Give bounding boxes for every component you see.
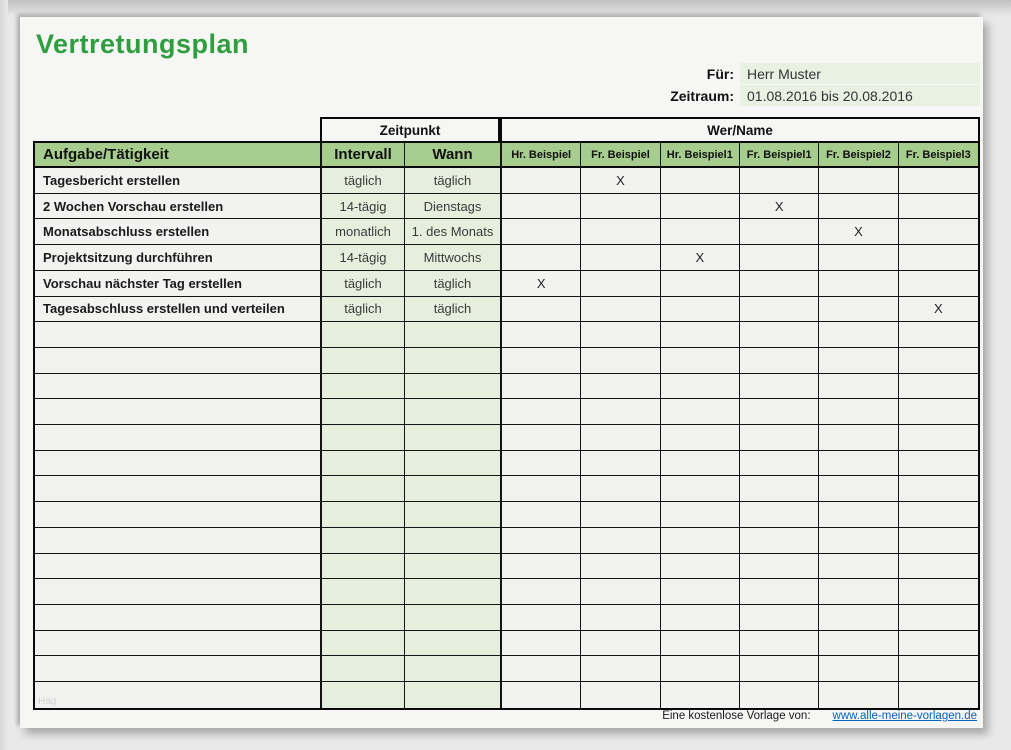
- cell-mark-1[interactable]: [502, 502, 581, 528]
- cell-mark-3[interactable]: [661, 322, 740, 348]
- cell-interval[interactable]: 14-tägig: [322, 194, 405, 220]
- table-row: [35, 194, 978, 220]
- cell-mark-1[interactable]: [502, 374, 581, 400]
- cell-mark-2[interactable]: X: [581, 168, 660, 194]
- cell-mark-5[interactable]: [819, 528, 898, 554]
- cell-when[interactable]: [405, 374, 502, 400]
- cell-mark-2[interactable]: [581, 502, 660, 528]
- cell-mark-1[interactable]: [502, 399, 581, 425]
- cell-mark-2[interactable]: [581, 399, 660, 425]
- column-header-task: Aufgabe/Tätigkeit: [35, 143, 322, 168]
- watermark-text: Hag: [38, 696, 57, 707]
- cell-mark-1[interactable]: [502, 682, 581, 708]
- cell-task[interactable]: [35, 399, 322, 425]
- cell-task[interactable]: [35, 605, 322, 631]
- table-row-empty: [35, 605, 978, 631]
- cell-mark-3[interactable]: [661, 194, 740, 220]
- cell-mark-1[interactable]: [502, 322, 581, 348]
- table-row: [35, 219, 978, 245]
- group-header-spacer: [33, 117, 320, 141]
- cell-mark-3[interactable]: [661, 682, 740, 708]
- cell-task[interactable]: [35, 322, 322, 348]
- cell-mark-4[interactable]: [740, 476, 819, 502]
- cell-task[interactable]: Monatsabschluss erstellen: [35, 219, 322, 245]
- cell-task[interactable]: [35, 554, 322, 580]
- cell-mark-2[interactable]: [581, 425, 660, 451]
- meta-row-period: [580, 85, 980, 106]
- cell-mark-2[interactable]: [581, 194, 660, 220]
- cell-mark-2[interactable]: [581, 297, 660, 323]
- cell-mark-3[interactable]: [661, 476, 740, 502]
- cell-mark-4[interactable]: [740, 682, 819, 708]
- cell-when[interactable]: Mittwochs: [405, 245, 502, 271]
- cell-mark-5[interactable]: [819, 322, 898, 348]
- cell-mark-4[interactable]: [740, 502, 819, 528]
- cell-mark-3[interactable]: [661, 219, 740, 245]
- cell-mark-2[interactable]: [581, 322, 660, 348]
- plan-table: [33, 117, 980, 710]
- cell-mark-4[interactable]: [740, 425, 819, 451]
- cell-when[interactable]: [405, 605, 502, 631]
- cell-mark-4[interactable]: [740, 554, 819, 580]
- meta-block: [580, 63, 980, 107]
- cell-mark-1[interactable]: [502, 476, 581, 502]
- cell-task[interactable]: [35, 631, 322, 657]
- table-row-empty: [35, 374, 978, 400]
- cell-when[interactable]: [405, 476, 502, 502]
- window-frame-top: [0, 0, 1011, 16]
- cell-interval[interactable]: [322, 322, 405, 348]
- cell-mark-4[interactable]: [740, 656, 819, 682]
- cell-mark-1[interactable]: [502, 656, 581, 682]
- cell-mark-6[interactable]: [899, 219, 978, 245]
- cell-when[interactable]: [405, 322, 502, 348]
- cell-mark-4[interactable]: [740, 528, 819, 554]
- spreadsheet-page: [20, 17, 983, 728]
- cell-when[interactable]: [405, 502, 502, 528]
- cell-task[interactable]: [35, 579, 322, 605]
- cell-mark-3[interactable]: [661, 374, 740, 400]
- table-row: [35, 271, 978, 297]
- cell-mark-2[interactable]: [581, 528, 660, 554]
- cell-mark-4[interactable]: [740, 168, 819, 194]
- cell-when[interactable]: [405, 348, 502, 374]
- cell-interval[interactable]: [322, 682, 405, 708]
- cell-mark-2[interactable]: [581, 245, 660, 271]
- cell-interval[interactable]: 14-tägig: [322, 245, 405, 271]
- cell-mark-3[interactable]: [661, 168, 740, 194]
- cell-when[interactable]: täglich: [405, 271, 502, 297]
- cell-interval[interactable]: täglich: [322, 168, 405, 194]
- column-header-person-3: Hr. Beispiel1: [661, 143, 740, 168]
- cell-mark-2[interactable]: [581, 219, 660, 245]
- cell-mark-1[interactable]: [502, 297, 581, 323]
- cell-mark-5[interactable]: X: [819, 219, 898, 245]
- cell-mark-2[interactable]: [581, 682, 660, 708]
- column-header-interval: Intervall: [322, 143, 405, 168]
- table-row-empty: [35, 425, 978, 451]
- column-header-person-6: Fr. Beispiel3: [899, 143, 978, 168]
- footer-link[interactable]: www.alle-meine-vorlagen.de: [832, 710, 977, 722]
- cell-task[interactable]: Tagesbericht erstellen: [35, 168, 322, 194]
- cell-mark-6[interactable]: [899, 476, 978, 502]
- cell-task[interactable]: [35, 656, 322, 682]
- cell-mark-6[interactable]: [899, 682, 978, 708]
- cell-mark-4[interactable]: X: [740, 194, 819, 220]
- cell-mark-6[interactable]: [899, 502, 978, 528]
- cell-mark-6[interactable]: [899, 631, 978, 657]
- cell-mark-5[interactable]: [819, 399, 898, 425]
- cell-mark-6[interactable]: [899, 168, 978, 194]
- cell-mark-1[interactable]: [502, 579, 581, 605]
- cell-mark-6[interactable]: [899, 605, 978, 631]
- cell-mark-4[interactable]: [740, 219, 819, 245]
- cell-mark-2[interactable]: [581, 374, 660, 400]
- cell-mark-6[interactable]: [899, 271, 978, 297]
- cell-when[interactable]: [405, 425, 502, 451]
- cell-task[interactable]: [35, 502, 322, 528]
- cell-mark-2[interactable]: [581, 451, 660, 477]
- group-header-wer-name: Wer/Name: [500, 117, 980, 141]
- cell-interval[interactable]: [322, 502, 405, 528]
- cell-mark-2[interactable]: [581, 656, 660, 682]
- cell-mark-3[interactable]: [661, 399, 740, 425]
- cell-mark-2[interactable]: [581, 271, 660, 297]
- table-row-empty: [35, 476, 978, 502]
- for-label: Für:: [706, 65, 734, 82]
- cell-when[interactable]: [405, 579, 502, 605]
- cell-interval[interactable]: [322, 656, 405, 682]
- cell-mark-6[interactable]: [899, 528, 978, 554]
- cell-mark-5[interactable]: [819, 374, 898, 400]
- cell-mark-3[interactable]: [661, 297, 740, 323]
- cell-task[interactable]: [35, 451, 322, 477]
- cell-when[interactable]: [405, 451, 502, 477]
- cell-mark-5[interactable]: [819, 245, 898, 271]
- cell-interval[interactable]: [322, 451, 405, 477]
- column-header-person-2: Fr. Beispiel: [581, 143, 660, 168]
- footer-note: Eine kostenlose Vorlage von:: [662, 710, 811, 722]
- table-row-empty: [35, 579, 978, 605]
- cell-when[interactable]: täglich: [405, 297, 502, 323]
- cell-mark-6[interactable]: [899, 451, 978, 477]
- table-row: [35, 168, 978, 194]
- cell-mark-5[interactable]: [819, 168, 898, 194]
- cell-task[interactable]: Vorschau nächster Tag erstellen: [35, 271, 322, 297]
- table-row: [35, 245, 978, 271]
- cell-task[interactable]: Tagesabschluss erstellen und verteilen: [35, 297, 322, 323]
- cell-mark-6[interactable]: [899, 554, 978, 580]
- cell-task[interactable]: [35, 348, 322, 374]
- table-row-empty: [35, 656, 978, 682]
- cell-mark-5[interactable]: [819, 476, 898, 502]
- footer: [662, 710, 977, 722]
- cell-interval[interactable]: [322, 605, 405, 631]
- cell-when[interactable]: täglich: [405, 168, 502, 194]
- cell-mark-1[interactable]: [502, 605, 581, 631]
- cell-task[interactable]: 2 Wochen Vorschau erstellen: [35, 194, 322, 220]
- table-row-empty: [35, 348, 978, 374]
- cell-mark-4[interactable]: [740, 399, 819, 425]
- cell-mark-4[interactable]: [740, 348, 819, 374]
- table-row-empty: [35, 682, 978, 708]
- cell-mark-5[interactable]: [819, 194, 898, 220]
- cell-interval[interactable]: [322, 579, 405, 605]
- cell-mark-5[interactable]: [819, 425, 898, 451]
- cell-when[interactable]: 1. des Monats: [405, 219, 502, 245]
- cell-mark-2[interactable]: [581, 605, 660, 631]
- cell-mark-5[interactable]: [819, 502, 898, 528]
- cell-mark-2[interactable]: [581, 554, 660, 580]
- cell-mark-4[interactable]: [740, 322, 819, 348]
- column-header-row: [35, 143, 978, 168]
- cell-interval[interactable]: täglich: [322, 271, 405, 297]
- cell-interval[interactable]: [322, 528, 405, 554]
- table-row-empty: [35, 631, 978, 657]
- cell-mark-2[interactable]: [581, 476, 660, 502]
- group-header-zeitpunkt: Zeitpunkt: [320, 117, 500, 141]
- cell-mark-2[interactable]: [581, 631, 660, 657]
- cell-mark-5[interactable]: [819, 348, 898, 374]
- cell-task[interactable]: Projektsitzung durchführen: [35, 245, 322, 271]
- cell-mark-4[interactable]: [740, 297, 819, 323]
- cell-when[interactable]: Dienstags: [405, 194, 502, 220]
- cell-interval[interactable]: [322, 554, 405, 580]
- column-header-when: Wann: [405, 143, 502, 168]
- cell-when[interactable]: [405, 656, 502, 682]
- cell-mark-1[interactable]: [502, 554, 581, 580]
- table-row-empty: [35, 322, 978, 348]
- cell-mark-1[interactable]: [502, 219, 581, 245]
- table-row-empty: [35, 502, 978, 528]
- cell-mark-4[interactable]: [740, 579, 819, 605]
- period-label: Zeitraum:: [670, 87, 734, 104]
- cell-mark-5[interactable]: [819, 605, 898, 631]
- cell-mark-6[interactable]: [899, 374, 978, 400]
- table-row-empty: [35, 528, 978, 554]
- cell-mark-3[interactable]: [661, 554, 740, 580]
- cell-task[interactable]: [35, 425, 322, 451]
- cell-interval[interactable]: [322, 476, 405, 502]
- cell-task[interactable]: [35, 528, 322, 554]
- cell-interval[interactable]: [322, 348, 405, 374]
- cell-mark-5[interactable]: [819, 297, 898, 323]
- cell-mark-2[interactable]: [581, 348, 660, 374]
- cell-interval[interactable]: [322, 399, 405, 425]
- column-header-person-5: Fr. Beispiel2: [819, 143, 898, 168]
- cell-mark-1[interactable]: X: [502, 271, 581, 297]
- cell-mark-3[interactable]: [661, 425, 740, 451]
- cell-mark-6[interactable]: [899, 245, 978, 271]
- cell-mark-5[interactable]: [819, 682, 898, 708]
- cell-when[interactable]: [405, 399, 502, 425]
- cell-mark-6[interactable]: [899, 348, 978, 374]
- cell-mark-3[interactable]: [661, 631, 740, 657]
- cell-mark-1[interactable]: [502, 631, 581, 657]
- table-row: [35, 297, 978, 323]
- group-header-band: [33, 117, 980, 141]
- cell-task[interactable]: [35, 374, 322, 400]
- cell-interval[interactable]: [322, 425, 405, 451]
- cell-when[interactable]: [405, 631, 502, 657]
- cell-mark-4[interactable]: [740, 271, 819, 297]
- meta-row-for: [580, 63, 980, 84]
- cell-mark-6[interactable]: X: [899, 297, 978, 323]
- cell-mark-2[interactable]: [581, 579, 660, 605]
- cell-mark-5[interactable]: [819, 451, 898, 477]
- cell-mark-6[interactable]: [899, 322, 978, 348]
- cell-mark-5[interactable]: [819, 579, 898, 605]
- cell-mark-5[interactable]: [819, 631, 898, 657]
- cell-mark-3[interactable]: [661, 271, 740, 297]
- cell-mark-3[interactable]: [661, 502, 740, 528]
- cell-mark-6[interactable]: [899, 399, 978, 425]
- cell-mark-3[interactable]: [661, 451, 740, 477]
- cell-mark-3[interactable]: [661, 605, 740, 631]
- cell-mark-3[interactable]: [661, 348, 740, 374]
- cell-mark-1[interactable]: [502, 451, 581, 477]
- cell-mark-4[interactable]: [740, 451, 819, 477]
- cell-mark-6[interactable]: [899, 656, 978, 682]
- table-row-empty: [35, 399, 978, 425]
- cell-interval[interactable]: [322, 631, 405, 657]
- cell-mark-4[interactable]: [740, 605, 819, 631]
- cell-mark-4[interactable]: [740, 631, 819, 657]
- table-row-empty: [35, 451, 978, 477]
- cell-mark-3[interactable]: [661, 656, 740, 682]
- cell-task[interactable]: [35, 476, 322, 502]
- cell-interval[interactable]: [322, 374, 405, 400]
- cell-mark-1[interactable]: [502, 348, 581, 374]
- cell-mark-1[interactable]: [502, 168, 581, 194]
- cell-interval[interactable]: monatlich: [322, 219, 405, 245]
- table-row-empty: [35, 554, 978, 580]
- cell-when[interactable]: [405, 554, 502, 580]
- cell-mark-1[interactable]: [502, 194, 581, 220]
- cell-mark-4[interactable]: [740, 374, 819, 400]
- page-title: Vertretungsplan: [36, 29, 250, 59]
- cell-mark-6[interactable]: [899, 425, 978, 451]
- window-frame-left: [0, 0, 8, 750]
- period-value-field[interactable]: 01.08.2016 bis 20.08.2016: [740, 85, 980, 106]
- cell-mark-1[interactable]: [502, 425, 581, 451]
- cell-task[interactable]: [35, 682, 322, 708]
- for-value-field[interactable]: Herr Muster: [740, 63, 980, 84]
- cell-when[interactable]: [405, 682, 502, 708]
- column-header-person-1: Hr. Beispiel: [502, 143, 581, 168]
- cell-mark-5[interactable]: [819, 554, 898, 580]
- cell-mark-6[interactable]: [899, 194, 978, 220]
- cell-interval[interactable]: täglich: [322, 297, 405, 323]
- plan-grid: [33, 141, 980, 710]
- cell-mark-1[interactable]: [502, 528, 581, 554]
- cell-when[interactable]: [405, 528, 502, 554]
- cell-mark-3[interactable]: X: [661, 245, 740, 271]
- cell-mark-3[interactable]: [661, 528, 740, 554]
- cell-mark-5[interactable]: [819, 656, 898, 682]
- cell-mark-1[interactable]: [502, 245, 581, 271]
- cell-mark-5[interactable]: [819, 271, 898, 297]
- column-header-person-4: Fr. Beispiel1: [740, 143, 819, 168]
- cell-mark-6[interactable]: [899, 579, 978, 605]
- cell-mark-3[interactable]: [661, 579, 740, 605]
- cell-mark-4[interactable]: [740, 245, 819, 271]
